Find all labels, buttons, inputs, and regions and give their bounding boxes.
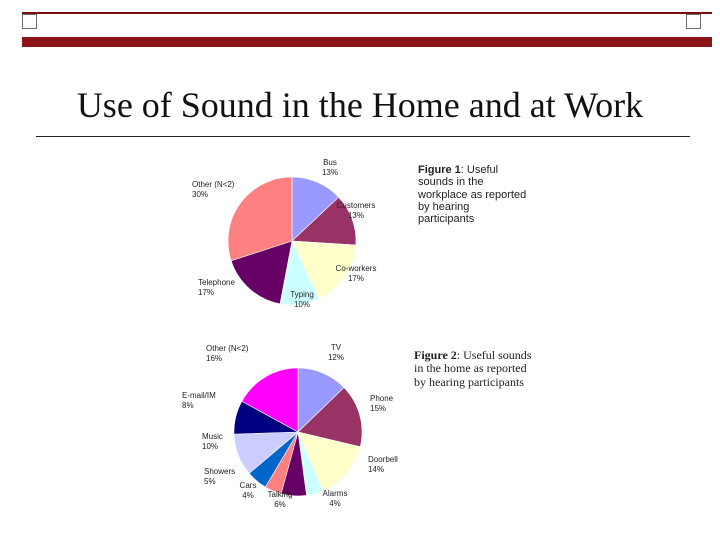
title-divider [36, 136, 690, 137]
slice-label-other-n-2: Other (N<2) [192, 180, 235, 189]
slice-percent-other-n-2: 16% [206, 354, 223, 363]
slide-title: Use of Sound in the Home and at Work [76, 85, 644, 125]
slice-label-bus: Bus [323, 158, 337, 167]
header-rule-thin [22, 12, 696, 14]
slice-label-other-n-2: Other (N<2) [206, 344, 249, 353]
figure1-caption-label: Figure 1 [418, 164, 461, 176]
slice-percent-phone: 15% [370, 404, 387, 413]
slice-percent-other-n-2: 30% [192, 190, 209, 199]
figure2-caption [414, 349, 540, 389]
slice-label-showers: Showers [204, 467, 236, 476]
home-pie-chart [160, 338, 410, 516]
workplace-pie-chart [160, 150, 410, 320]
slice-label-customers: Customers [336, 201, 376, 210]
slice-label-phone: Phone [370, 394, 394, 403]
slice-percent-showers: 5% [204, 477, 216, 486]
slice-label-cars: Cars [239, 481, 257, 490]
figure2-caption-text: : Useful sounds in the home as reported by hearing participants [414, 348, 532, 389]
slice-percent-typing: 10% [293, 300, 311, 309]
slice-label-e-mail-im: E-mail/IM [182, 391, 216, 400]
slice-percent-cars: 4% [242, 491, 254, 500]
slice-percent-music: 10% [202, 442, 219, 451]
slice-label-alarms: Alarms [322, 489, 348, 498]
slice-percent-alarms: 4% [329, 499, 341, 508]
header-rule-thick-right [686, 37, 712, 47]
slice-percent-co-workers: 17% [347, 274, 365, 283]
slice-label-music: Music [202, 432, 223, 441]
slice-percent-doorbell: 14% [368, 465, 385, 474]
figure1-caption [418, 164, 528, 226]
slice-percent-e-mail-im: 8% [182, 401, 194, 410]
slice-percent-customers: 13% [347, 211, 365, 220]
square-right-icon [686, 14, 701, 29]
figure2-caption-label: Figure 2 [414, 348, 457, 362]
slice-label-talking: Talking [267, 490, 293, 499]
slice-percent-bus: 13% [321, 168, 339, 177]
figure1-caption-text: : Useful sounds in the workplace as reported by hearing participants [418, 164, 527, 226]
square-left-icon [22, 14, 37, 29]
slice-label-telephone: Telephone [198, 278, 235, 287]
slice-label-doorbell: Doorbell [368, 455, 398, 464]
slice-label-typing: Typing [290, 290, 314, 299]
slice-label-co-workers: Co-workers [335, 264, 377, 273]
slice-percent-tv: 12% [327, 353, 345, 362]
slice-label-tv: TV [330, 343, 342, 352]
slice-percent-talking: 6% [274, 500, 286, 509]
header-rule-thick [22, 37, 696, 47]
slice-percent-telephone: 17% [198, 288, 215, 297]
header-decoration [22, 12, 716, 40]
